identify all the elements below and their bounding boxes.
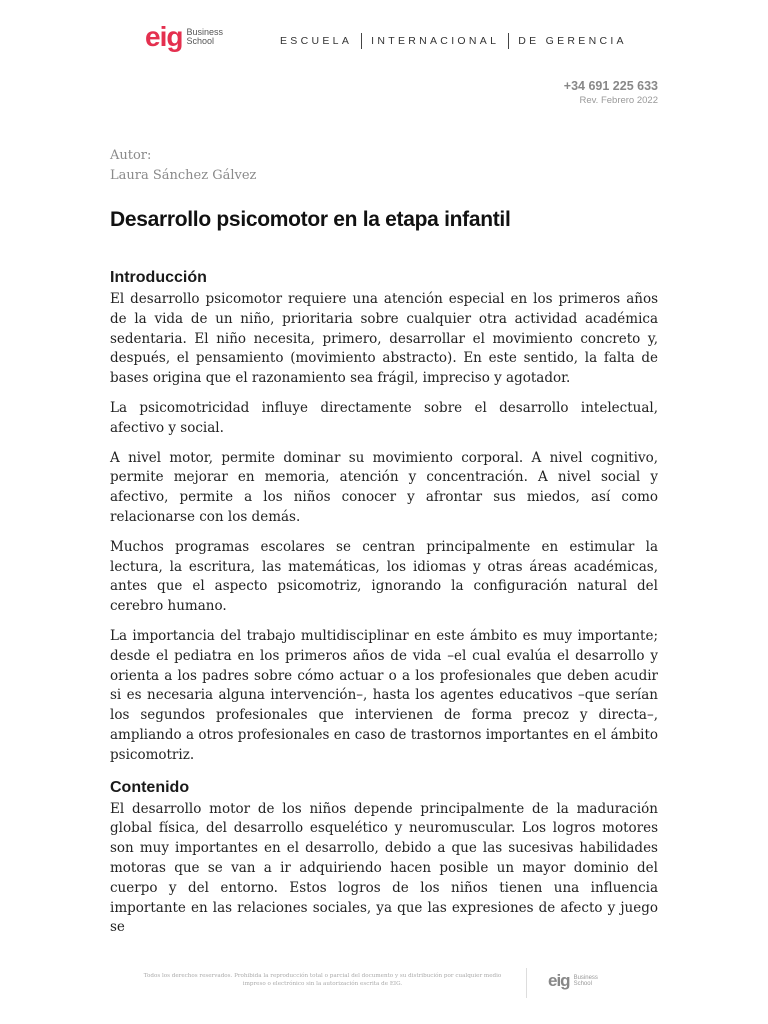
phone-number: +34 691 225 633 [563,79,658,93]
page-header [145,22,625,62]
paragraph: El desarrollo psicomotor requiere una atención especial en los primeros años de la vida de un niño, prioritaria sobre cualquier otra actividad académica sedentaria. El niño necesita, primero, desarrollar el movimiento concreto y, después, el pensamiento (movimiento abstracto). En este sentido, la falta de bases origina que el razonamiento sea frágil, impreciso y agotador. [110,291,658,387]
school-name-divider [508,33,509,49]
footer-divider [526,968,527,998]
paragraph: La psicomotricidad influye directamente sobre el desarrollo intelectual, afectivo y social. [110,399,658,436]
logo-mark: eig [145,21,183,52]
revision-date: Rev. Febrero 2022 [579,95,658,106]
author-name: Laura Sánchez Gálvez [110,168,257,183]
document-title: Desarrollo psicomotor en la etapa infantil [110,208,511,231]
school-name-divider [361,33,362,49]
school-name-part-3: DE GERENCIA [518,35,627,47]
footer-eig-logo [548,972,598,990]
footer-logo-subtitle [574,975,598,987]
document-body [110,266,658,948]
paragraph: La importancia del trabajo multidisciplinar en este ámbito es muy importante; desde el pediatra en los primeros años de vida –el cual evalúa el desarrollo y orienta a los padres sobre cómo actuar o a los profesionales que deben acudir si es necesaria alguna intervención–, hasta los agentes educativos –que serían los segundos profesionales que intervienen de forma precoz y directa–, ampliando a otros profesionales en caso de trastornos importantes en el ámbito psicomotriz. [110,627,658,763]
paragraph: Muchos programas escolares se centran principalmente en estimular la lectura, la escritura, las matemáticas, los idiomas y otras áreas académicas, antes que el aspecto psicomotriz, ignorando la configuración natural del cerebro humano. [110,538,658,615]
paragraph: El desarrollo motor de los niños depende principalmente de la maduración global física, del desarrollo esquelético y neuromuscular. Los logros motores son muy importantes en el desarrollo, debido a que las sucesivas habilidades motoras que se van a ir adquiriendo hacen posible un mayor dominio del cuerpo y del entorno. Estos logros de los niños tienen una influencia importante en las relaciones sociales, ya que las expresiones de afecto y juego se [110,800,658,936]
eig-logo [145,22,223,52]
footer-logo-sub-business: Business [573,975,598,981]
school-name [280,33,627,49]
contact-block [564,78,658,108]
school-name-part-2: INTERNACIONAL [371,35,500,47]
logo-sub-school: School [186,36,214,46]
legal-notice: Todos los derechos reservados. Prohibida la reproducción total o parcial del documento y su distribución por cualquier medio impreso o electrónico sin la autorización escrita de EIG. [143,973,502,987]
footer-logo-mark: eig [548,971,570,990]
logo-subtitle [186,28,223,46]
section-heading-contenido: Contenido [110,778,190,796]
paragraph: A nivel motor, permite dominar su movimiento corporal. A nivel cognitivo, permite mejorar en memoria, atención y concentración. A nivel social y afectivo, permite a los niños conocer y afrontar sus miedos, así como relacionarse con los demás. [110,449,658,525]
page-footer [140,968,640,1000]
logo-sub-business: Business [186,27,223,37]
school-name-part-1: ESCUELA [280,35,353,47]
footer-logo-sub-school: School [573,981,592,987]
author-label: Autor: [110,148,152,163]
section-heading-introduccion: Introducción [110,269,207,286]
author-block [110,146,256,186]
